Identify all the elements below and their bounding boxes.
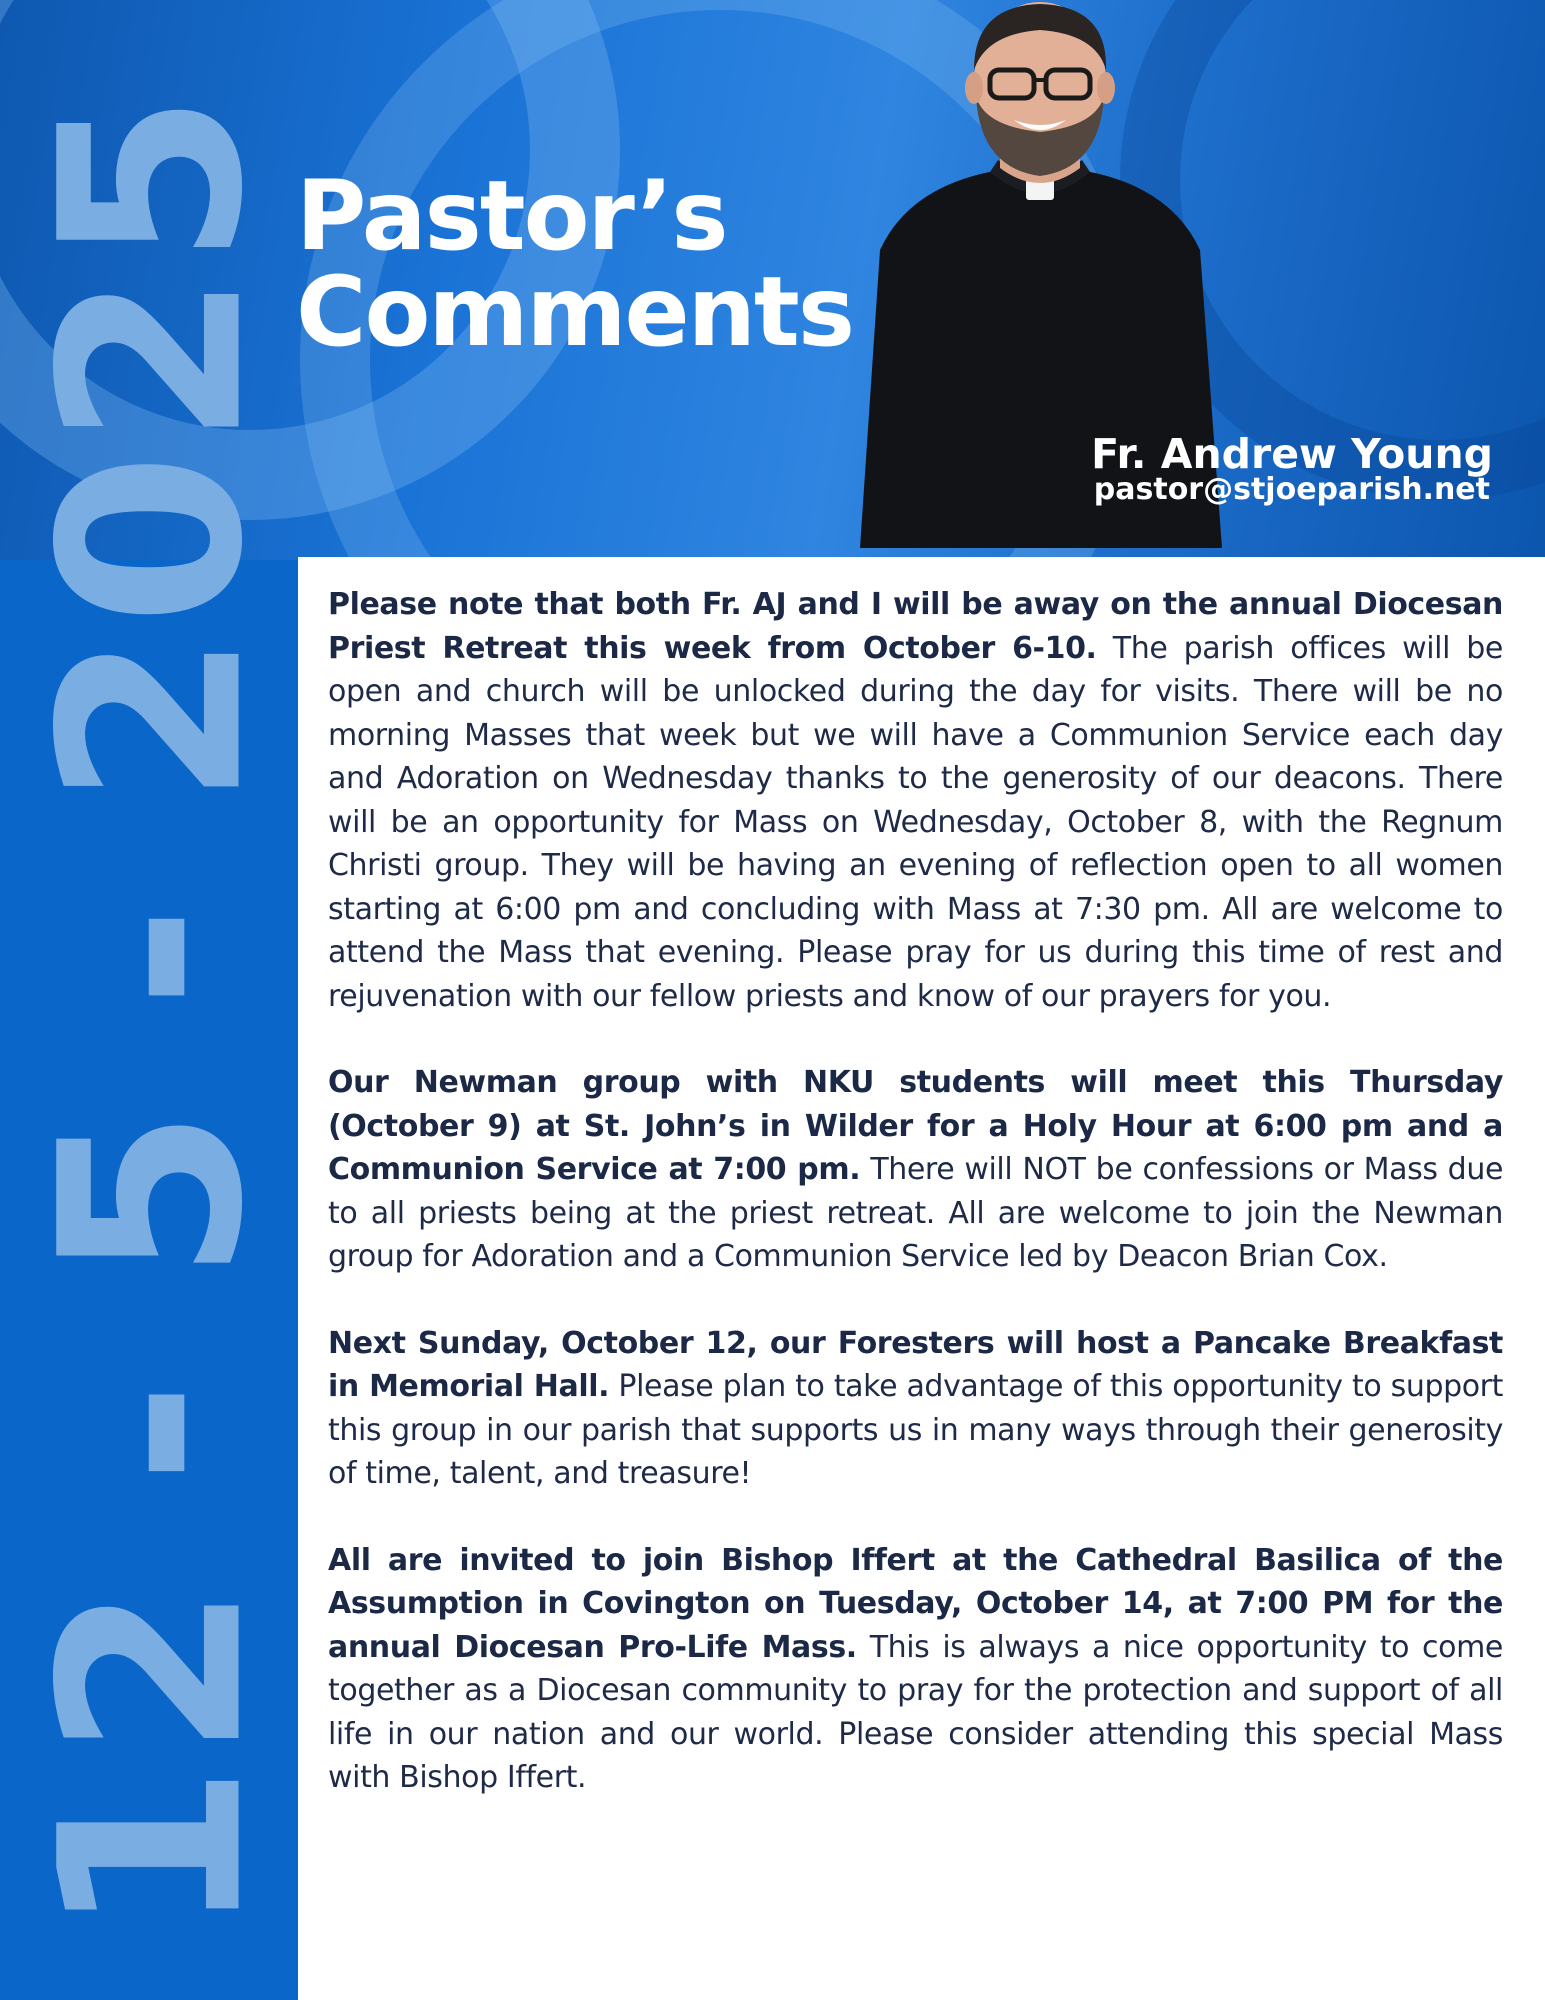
article-pro-life-mass (328, 1539, 1503, 1800)
title-line-1: Pastor’s (296, 160, 727, 272)
article-newman (328, 1061, 1503, 1279)
pastor-name: Fr. Andrew Young (1091, 430, 1493, 478)
article-headline: Our Newman group with NKU students will meet this Thursday (October 9) at St. John’s in Wilder for a Holy Hour at 6:00 pm and a Communion Service at 7:00 pm. (328, 1065, 1503, 1187)
article-text: The parish offices will be open and church will be unlocked during the day for visits. There will be no morning Masses that week but we will have a Communion Service each day and Adoration on Wednesday thanks to the generosity of our deacons. There will be an opportunity for Mass on Wednesday, October 8, with the Regnum Christi group. They will be having an evening of reflection open to all women starting at 6:00 pm and concluding with Mass at 7:30 pm. All are welcome to attend the Mass that evening. Please pray for us during this time of rest and rejuvenation with our fellow priests and know of our prayers for you. (328, 630, 1503, 1014)
article-text: This is always a nice opportunity to come together as a Diocesan community to pray for the protection and support of all life in our nation and our world. Please consider attending this special Mass with Bishop Iffert. (328, 1629, 1503, 1795)
page-title (296, 160, 853, 368)
article-headline: Next Sunday, October 12, our Foresters will host a Pancake Breakfast in Memorial Hall. (328, 1325, 1503, 1404)
comments-body (298, 557, 1545, 2000)
article-retreat (328, 583, 1503, 1018)
article-text: There will NOT be confessions or Mass due to all priests being at the priest retreat. All are welcome to join the Newman group for Adoration and a Communion Service led by Deacon Brian Cox. (328, 1152, 1503, 1274)
title-line-2: Comments (296, 256, 853, 368)
bulletin-date: 12 - 5 - 2025 (6, 86, 298, 1938)
article-headline: Please note that both Fr. AJ and I will be away on the annual Diocesan Priest Retreat this week from October 6-10. (328, 587, 1503, 666)
article-text: Please plan to take advantage of this opportunity to support this group in our parish that supports us in many ways through their generosity of time, talent, and treasure! (328, 1369, 1503, 1491)
article-pancake-breakfast (328, 1322, 1503, 1496)
article-headline: All are invited to join Bishop Iffert at the Cathedral Basilica of the Assumption in Covington on Tuesday, October 14, at 7:00 PM for the annual Diocesan Pro-Life Mass. (328, 1542, 1503, 1665)
pastor-email: pastor@stjoeparish.net (1093, 472, 1490, 507)
